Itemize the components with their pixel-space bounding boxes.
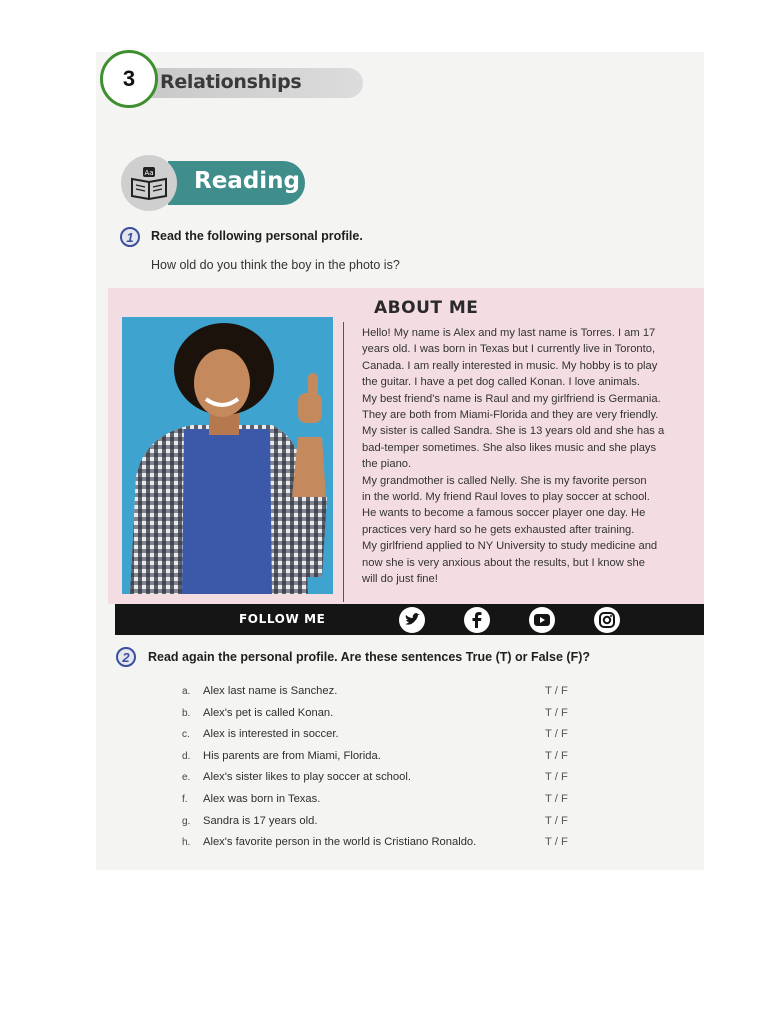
- about-line: Hello! My name is Alex and my last name is Torres. I am 17: [362, 327, 656, 339]
- about-line: bad-temper sometimes. She also likes music and she plays: [362, 441, 657, 454]
- about-me-text: [362, 325, 678, 588]
- reading-section-label: Reading: [194, 168, 301, 194]
- twitter-icon[interactable]: [399, 607, 425, 633]
- about-line: now she is very anxious about the results, but I know she: [362, 556, 645, 569]
- unit-number-badge: [100, 50, 158, 108]
- item-sentence: Alex is interested in soccer.: [203, 728, 339, 741]
- item-letter: e.: [182, 772, 191, 784]
- exercise-1-instruction: Read the following personal profile.: [151, 229, 363, 243]
- true-false-choice[interactable]: T / F: [545, 814, 568, 827]
- profile-photo: [122, 317, 333, 594]
- exercise-2-number: [116, 647, 136, 667]
- item-letter: b.: [182, 707, 191, 719]
- list-item: [182, 748, 602, 770]
- item-sentence: Sandra is 17 years old.: [203, 814, 318, 827]
- list-item: [182, 791, 602, 813]
- exercise-2-instruction: Read again the personal profile. Are these sentences True (T) or False (F)?: [148, 650, 591, 664]
- item-letter: f.: [182, 793, 188, 805]
- about-line: the guitar. I have a pet dog called Konan. I love animals.: [362, 376, 641, 389]
- about-line: years old. I was born in Texas but I currently live in Toronto,: [362, 343, 656, 356]
- true-false-choice[interactable]: T / F: [545, 836, 568, 849]
- book-icon-text: Aa: [144, 169, 154, 177]
- item-letter: c.: [182, 729, 190, 741]
- exercise-1-number-text: 1: [126, 229, 134, 245]
- true-false-choice[interactable]: T / F: [545, 685, 568, 697]
- about-line: the piano.: [362, 458, 412, 471]
- list-item: [182, 683, 602, 705]
- list-item: [182, 705, 602, 727]
- item-letter: a.: [182, 686, 191, 697]
- item-sentence: Alex's favorite person in the world is Cristiano Ronaldo.: [203, 836, 477, 849]
- true-false-choice[interactable]: T / F: [545, 706, 568, 719]
- true-false-choice[interactable]: T / F: [545, 749, 568, 762]
- exercise-2-number-text: 2: [122, 649, 130, 665]
- about-line: They are both from Miami-Florida and they are very friendly.: [362, 409, 659, 422]
- unit-number: 3: [122, 66, 136, 91]
- book-icon: [121, 155, 177, 211]
- about-line: My grandmother is called Nelly. She is my favorite person: [362, 474, 647, 487]
- about-line: Canada. I am really interested in music. My hobby is to play: [362, 359, 658, 372]
- item-letter: g.: [182, 815, 191, 827]
- follow-me-label: FOLLOW ME: [239, 612, 326, 626]
- true-false-choice[interactable]: T / F: [545, 728, 568, 741]
- item-letter: h.: [182, 837, 191, 849]
- item-letter: d.: [182, 750, 191, 762]
- list-item: [182, 726, 602, 748]
- item-sentence: Alex last name is Sanchez.: [203, 685, 338, 697]
- profile-divider: [343, 322, 344, 602]
- about-line: He wants to become a famous soccer player one day. He: [362, 507, 646, 520]
- instagram-icon[interactable]: [594, 607, 620, 633]
- list-item: [182, 769, 602, 791]
- item-sentence: Alex was born in Texas.: [203, 792, 321, 805]
- about-line: in the world. My friend Raul loves to play soccer at school.: [362, 491, 650, 504]
- about-line: will do just fine!: [362, 573, 438, 586]
- youtube-icon[interactable]: [529, 607, 555, 633]
- item-sentence: Alex's pet is called Konan.: [203, 706, 334, 719]
- true-false-choice[interactable]: T / F: [545, 792, 568, 805]
- about-me-title: ABOUT ME: [374, 298, 479, 318]
- about-line: practices very hard so he gets exhausted after training.: [362, 523, 635, 536]
- about-line: My sister is called Sandra. She is 13 years old and she has a: [362, 425, 665, 438]
- exercise-1-question: How old do you think the boy in the photo is?: [151, 258, 400, 272]
- facebook-icon[interactable]: [464, 607, 490, 633]
- exercise-1-number: [120, 227, 140, 247]
- item-sentence: His parents are from Miami, Florida.: [203, 749, 381, 762]
- about-line: My best friend's name is Raul and my girlfriend is Germania.: [362, 392, 661, 405]
- true-false-choice[interactable]: T / F: [545, 771, 568, 784]
- true-false-list: [182, 683, 602, 856]
- list-item: [182, 813, 602, 835]
- item-sentence: Alex's sister likes to play soccer at school.: [203, 771, 411, 784]
- unit-title: Relationships: [160, 71, 302, 93]
- list-item: [182, 834, 602, 856]
- about-line: My girlfriend applied to NY University to study medicine and: [362, 540, 658, 553]
